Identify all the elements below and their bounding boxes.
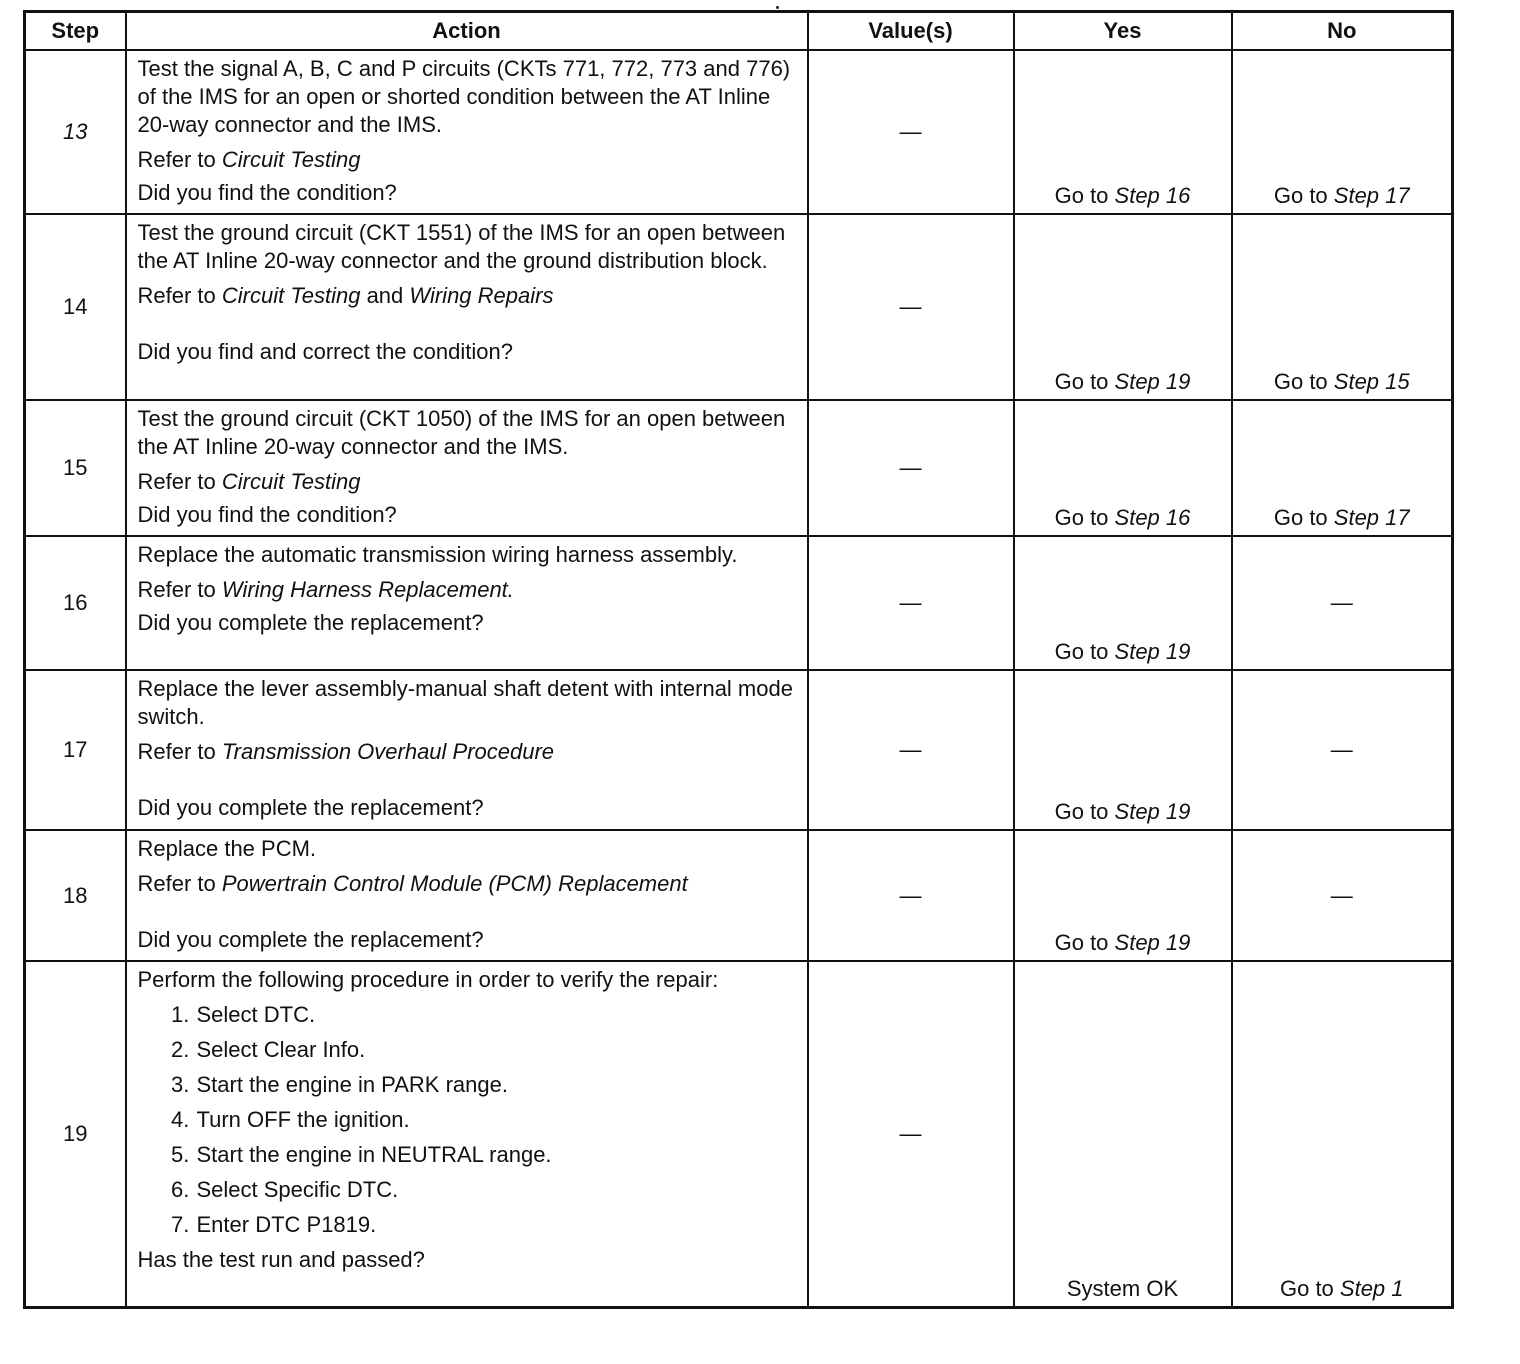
yes-step-link[interactable]: Step 19 [1114, 930, 1191, 955]
yes-step-link[interactable]: Step 16 [1114, 183, 1191, 208]
step-number: 15 [25, 400, 126, 536]
yes-cell: Go to Step 19 [1014, 830, 1232, 961]
yes-cell: Go to Step 19 [1014, 670, 1232, 830]
no-cell: Go to Step 17 [1232, 50, 1453, 214]
refer-link[interactable]: Wiring Harness Replacement. [221, 577, 514, 602]
table-row [25, 50, 1453, 214]
list-item: 3. Start the engine in PARK range. [196, 1071, 797, 1099]
table-row [25, 214, 1453, 400]
no-cell: — [1232, 670, 1453, 830]
list-item: 1. Select DTC. [196, 1001, 797, 1029]
yes-cell: Go to Step 19 [1014, 536, 1232, 670]
action-text: Replace the automatic transmission wiring harness assembly. [137, 542, 738, 567]
table-row [25, 670, 1453, 830]
refer-line: Refer to Circuit Testing [137, 147, 361, 172]
yes-step-link[interactable]: Step 19 [1114, 369, 1191, 394]
header-no: No [1232, 12, 1453, 51]
no-step-link[interactable]: Step 1 [1339, 1275, 1404, 1301]
header-yes: Yes [1014, 12, 1232, 51]
value-cell: — [808, 830, 1014, 961]
refer-link[interactable]: Circuit Testing [221, 283, 361, 308]
refer-link[interactable]: Transmission Overhaul Procedure [221, 739, 555, 764]
refer-link[interactable]: Circuit Testing [221, 469, 361, 494]
yes-cell: Go to Step 19 [1014, 214, 1232, 400]
value-cell: — [808, 670, 1014, 830]
value-cell: — [808, 400, 1014, 536]
refer-line: Refer to Powertrain Control Module (PCM) Replacement [137, 871, 688, 896]
table-row [25, 961, 1453, 1307]
value-cell: — [808, 961, 1014, 1307]
list-item: 6. Select Specific DTC. [196, 1176, 797, 1204]
question-text: Did you complete the replacement? [137, 610, 484, 635]
step-number: 16 [25, 536, 126, 670]
refer-line: Refer to Transmission Overhaul Procedure [137, 739, 555, 764]
value-cell: — [808, 50, 1014, 214]
action-text: Test the ground circuit (CKT 1551) of the IMS for an open between the AT Inline 20-way connector and the ground distribution block. [137, 220, 786, 273]
header-values: Value(s) [808, 12, 1014, 51]
action-cell [126, 670, 808, 830]
no-step-link[interactable]: Step 15 [1333, 369, 1410, 394]
action-text: Replace the lever assembly-manual shaft detent with internal mode switch. [137, 676, 793, 729]
refer-link[interactable]: Wiring Repairs [409, 283, 554, 308]
no-cell: — [1232, 536, 1453, 670]
question-text: Did you find and correct the condition? [137, 339, 513, 364]
step-number: 17 [25, 670, 126, 830]
table-row [25, 536, 1453, 670]
list-item: 5. Start the engine in NEUTRAL range. [196, 1141, 797, 1169]
value-cell: — [808, 214, 1014, 400]
value-cell: — [808, 536, 1014, 670]
no-step-link[interactable]: Step 17 [1333, 505, 1410, 530]
no-cell: Go to Step 1 [1232, 961, 1453, 1307]
table-row [25, 400, 1453, 536]
step-number: 19 [25, 961, 126, 1307]
no-cell: — [1232, 830, 1453, 961]
yes-step-link[interactable]: Step 19 [1114, 639, 1191, 664]
procedure-list [138, 1001, 797, 1239]
yes-step-link[interactable]: Step 19 [1114, 799, 1191, 824]
refer-line: Refer to Circuit Testing [137, 469, 361, 494]
yes-cell: Go to Step 16 [1014, 50, 1232, 214]
header-action: Action [126, 12, 808, 51]
diagnostic-table [23, 10, 1454, 1309]
yes-step-link[interactable]: Step 16 [1114, 505, 1191, 530]
action-text: Test the ground circuit (CKT 1050) of the IMS for an open between the AT Inline 20-way connector and the IMS. [137, 406, 786, 459]
action-cell [126, 400, 808, 536]
action-cell [126, 961, 808, 1307]
step-number: 13 [25, 50, 126, 214]
yes-cell: System OK [1014, 961, 1232, 1307]
yes-cell: Go to Step 16 [1014, 400, 1232, 536]
action-text: Perform the following procedure in order to verify the repair: [137, 967, 719, 992]
list-item: 4. Turn OFF the ignition. [196, 1106, 797, 1134]
action-cell [126, 214, 808, 400]
step-number: 18 [25, 830, 126, 961]
list-item: 2. Select Clear Info. [196, 1036, 797, 1064]
refer-link[interactable]: Powertrain Control Module (PCM) Replacement [221, 871, 688, 896]
question-text: Has the test run and passed? [137, 1247, 425, 1272]
action-cell [126, 830, 808, 961]
table-row [25, 830, 1453, 961]
list-item: 7. Enter DTC P1819. [196, 1211, 797, 1239]
question-text: Did you find the condition? [137, 180, 397, 205]
no-cell: Go to Step 15 [1232, 214, 1453, 400]
action-cell [126, 50, 808, 214]
no-step-link[interactable]: Step 17 [1333, 183, 1410, 208]
refer-line: Refer to Wiring Harness Replacement. [137, 577, 514, 602]
question-text: Did you complete the replacement? [137, 795, 484, 820]
stray-mark [776, 6, 779, 9]
step-number: 14 [25, 214, 126, 400]
action-cell [126, 536, 808, 670]
question-text: Did you find the condition? [137, 502, 397, 527]
no-cell: Go to Step 17 [1232, 400, 1453, 536]
action-text: Test the signal A, B, C and P circuits (CKTs 771, 772, 773 and 776) of the IMS for an open or shorted condition between the AT Inline 20-way connector and the IMS. [137, 56, 791, 137]
action-text: Replace the PCM. [137, 836, 317, 861]
refer-link[interactable]: Circuit Testing [221, 147, 361, 172]
question-text: Did you complete the replacement? [137, 927, 484, 952]
header-step: Step [25, 12, 126, 51]
header-row [25, 12, 1453, 51]
refer-line: Refer to Circuit Testing and Wiring Repairs [137, 283, 554, 308]
